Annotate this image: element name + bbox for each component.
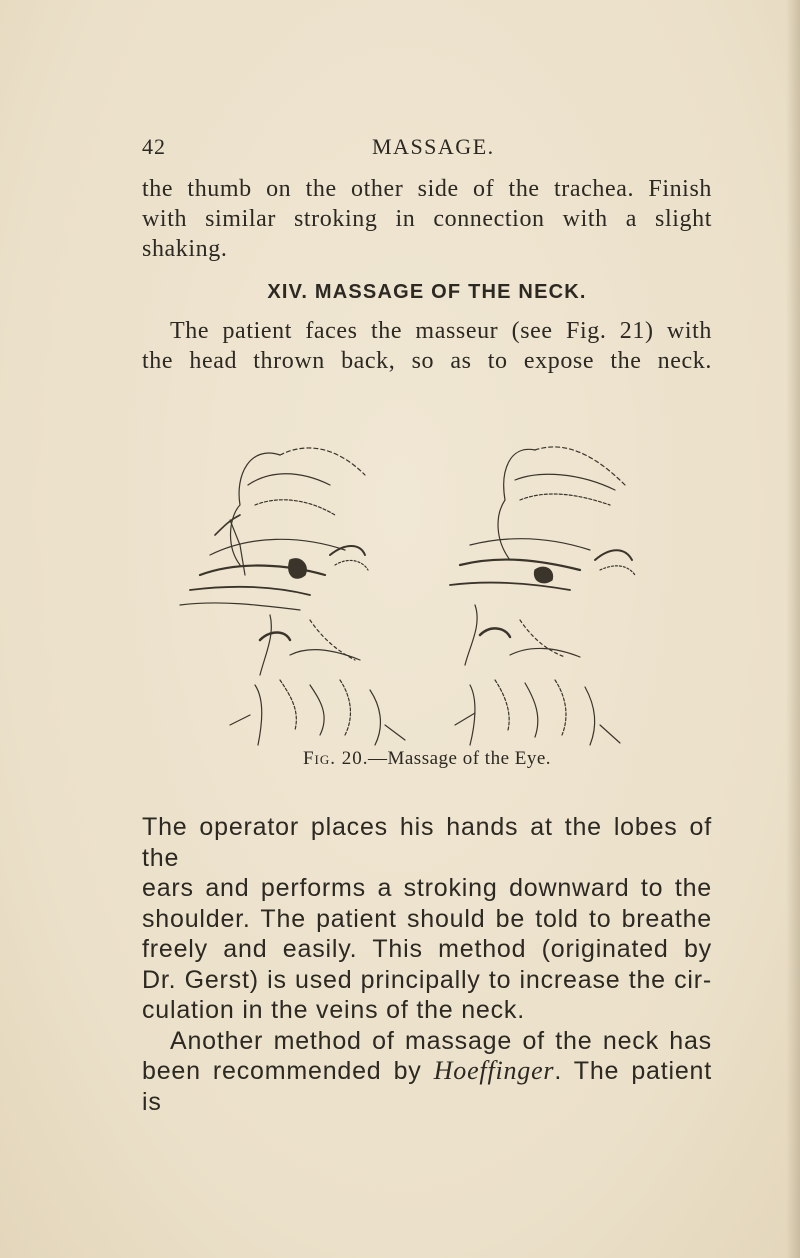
figure-caption-text: .—Massage of the Eye. <box>362 748 552 769</box>
text-line: freely and easily. This method (originated by <box>142 935 712 963</box>
text-line: Another method of massage of the neck has <box>170 1026 712 1055</box>
left-head-illustration <box>180 448 405 745</box>
running-head: MASSAGE. <box>372 134 495 159</box>
section-heading: XIV. MASSAGE OF THE NECK. <box>267 281 587 303</box>
figure-label: Fig. 20 <box>302 748 363 769</box>
text-fragment: been recommended by <box>142 1057 434 1085</box>
page-edge-shadow <box>786 0 800 1258</box>
text-line: culation in the veins of the neck. <box>142 996 525 1024</box>
text-line: the head thrown back, so as to expose the neck. <box>142 348 712 374</box>
text-fragment: . The patient is <box>142 1057 712 1116</box>
text-line: the thumb on the other side of the trachea. Finish <box>142 176 712 202</box>
text-line <box>142 1056 712 1117</box>
text-line: Dr. Gerst) is used principally to increase the cir- <box>142 965 712 994</box>
text-line: ears and performs a stroking downward to the <box>142 874 712 902</box>
paragraph-intro <box>142 316 712 376</box>
page-header <box>142 134 702 164</box>
paragraph-continued <box>142 174 712 264</box>
right-head-illustration <box>450 447 635 745</box>
figure-massage-of-eye <box>170 425 690 765</box>
text-line: with similar stroking in connection with a slight <box>142 206 712 232</box>
page-number: 42 <box>142 134 166 159</box>
figure-caption <box>142 748 712 770</box>
paragraph-operator <box>142 812 712 1117</box>
text-line: shoulder. The patient should be told to breathe <box>142 904 712 933</box>
text-line: The patient faces the masseur (see Fig. 21) with <box>170 318 712 344</box>
author-name: Hoeffinger <box>433 1056 555 1085</box>
text-line: shaking. <box>142 236 228 262</box>
text-line: The operator places his hands at the lobes of the <box>142 813 712 872</box>
